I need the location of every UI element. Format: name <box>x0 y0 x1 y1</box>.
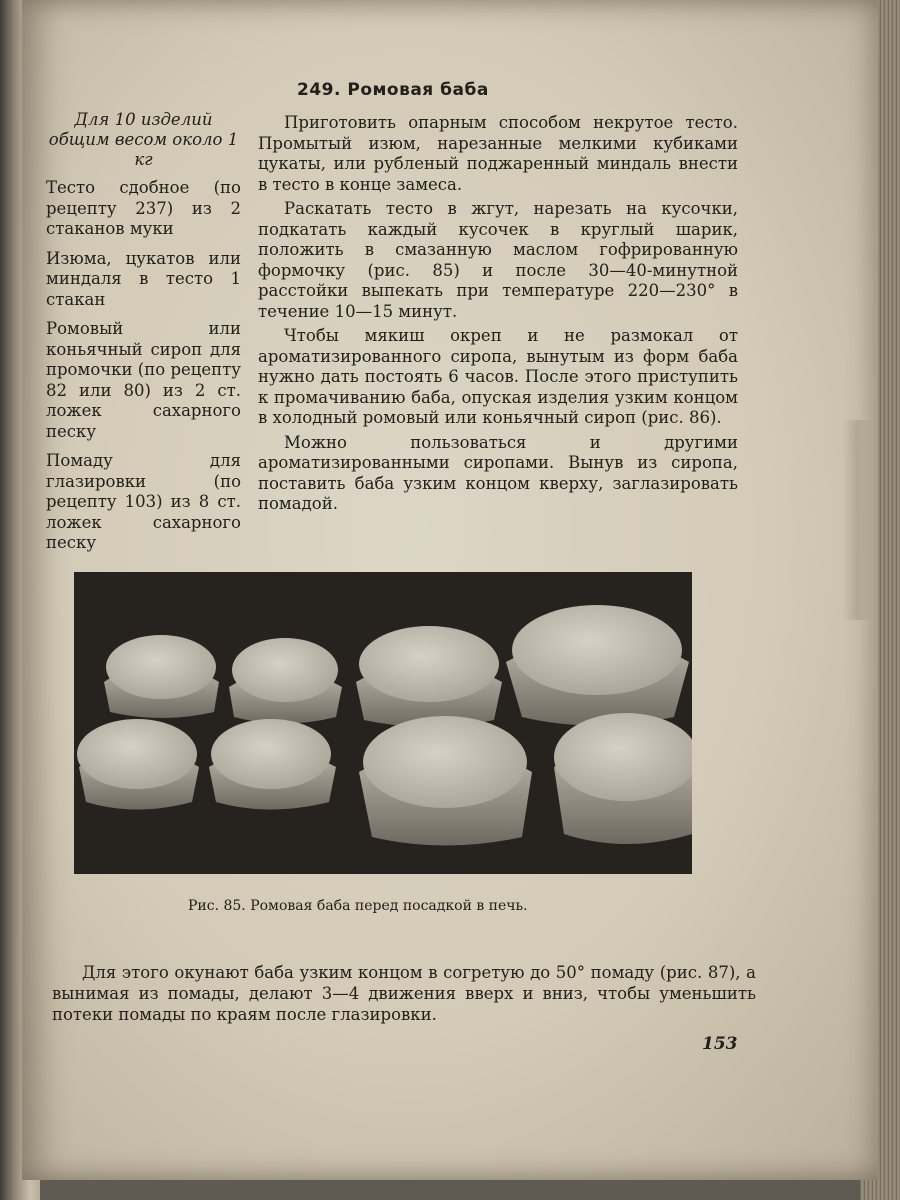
cake-small-1 <box>104 635 219 718</box>
cake-medium-2 <box>359 716 532 846</box>
bottom-paragraph-block <box>52 962 756 1025</box>
cake-large-2 <box>554 713 692 844</box>
page-crease <box>842 420 872 620</box>
ingredient-dough: Тесто сдобное (по рецепту 237) из 2 стаканов муки <box>46 178 241 238</box>
method-paragraph: Приготовить опарным способом некрутое тесто. Промытый изюм, нарезанные мелкими кубиками цукаты, или рубленый поджаренный миндаль внести в тесто в конце замеса. <box>258 113 738 194</box>
rum-baba-photo-illustration <box>74 572 692 874</box>
cake-medium-1 <box>356 626 502 727</box>
cake-small-4 <box>209 719 336 810</box>
cake-small-2 <box>229 638 342 724</box>
figure-caption: Рис. 85. Ромовая баба перед посадкой в печь. <box>188 898 528 914</box>
ingredients-column <box>46 110 241 563</box>
cake-large-1 <box>506 605 689 726</box>
yield-note-line: Для 10 изделий <box>74 110 213 129</box>
recipe-title: 249. Ромовая баба <box>297 80 489 100</box>
yield-note <box>46 110 241 170</box>
method-paragraph: Чтобы мякиш окреп и не размокал от ароматизированного сиропа, вынутым из форм баба нужно дать постоять 6 часов. После этого приступить к промачиванию баба, опуская изделия узким концом в холодный ромовый или коньячный сироп (рис. 86). <box>258 326 738 427</box>
method-paragraph: Можно пользоваться и другими ароматизированными сиропами. Вынув из сиропа, поставить баба узким концом кверху, заглазировать помадой. <box>258 432 738 513</box>
figure-85-photo <box>74 572 692 874</box>
page-number: 153 <box>702 1034 738 1054</box>
yield-note-line: общим весом около 1 кг <box>48 130 239 169</box>
ingredient-raisins: Изюма, цукатов или миндаля в тесто 1 стакан <box>46 248 241 309</box>
method-paragraph: Раскатать тесто в жгут, нарезать на кусочки, подкатать каждый кусочек в круглый шарик, положить в смазанную маслом гофрированную формочку (рис. 85) и после 30—40-минутной расстойки выпекать при температуре 220—230° в течение 10—15 минут. <box>258 199 738 321</box>
book-page <box>22 0 878 1180</box>
cake-small-3 <box>77 719 199 810</box>
bottom-paragraph: Для этого окунают баба узким концом в согретую до 50° помаду (рис. 87), а вынимая из помады, делают 3—4 движения вверх и вниз, чтобы уменьшить потеки помады по краям после глазировки. <box>52 963 756 1024</box>
ingredient-syrup: Ромовый или коньячный сироп для промочки (по рецепту 82 или 80) из 2 ст. ложек сахарного песку <box>46 319 241 441</box>
method-text <box>258 113 738 515</box>
ingredient-fondant: Помаду для глазировки (по рецепту 103) из 8 ст. ложек сахарного песку <box>46 451 241 552</box>
